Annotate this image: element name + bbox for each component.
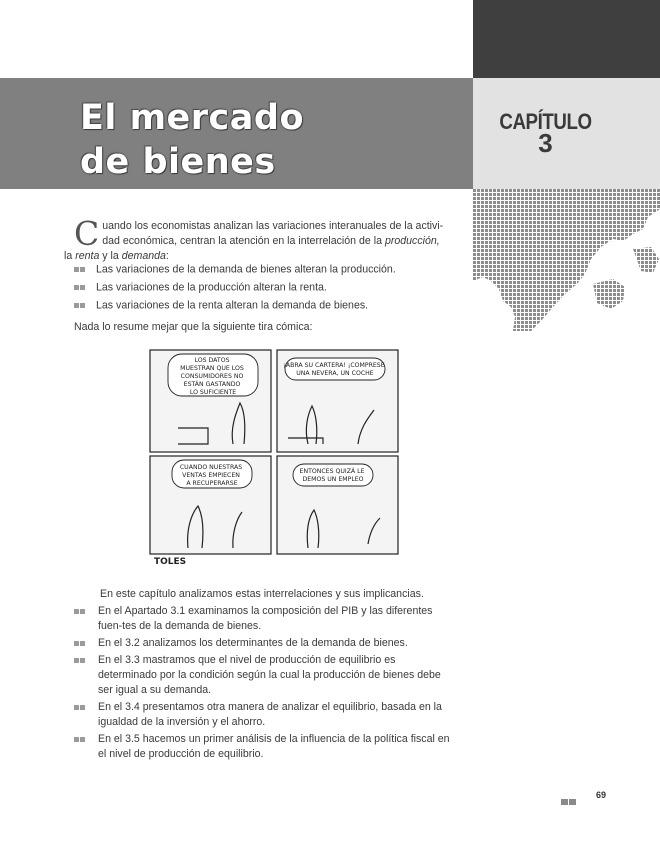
bullet-squares-icon [74, 298, 86, 313]
bullet-squares-icon [74, 280, 86, 295]
intro-paragraph: Cuando los economistas analizan las variaciones interanuales de la activi-dad económica, centran la atención en la interrelación de la producción, la renta y la demanda: [64, 214, 444, 262]
list-item: Las variaciones de la renta alteran la demanda de bienes. [74, 298, 454, 313]
bullet-squares-icon [74, 732, 86, 747]
drop-cap: C [74, 214, 100, 253]
comic-bubble-2: ¡ABRA SU CARTERA! ¡COMPRESE UNA NEVERA, UN COCHE [283, 362, 385, 377]
list-item: En el Apartado 3.1 examinamos la composición del PIB y las diferentes fuen-tes de la demanda de bienes. [74, 604, 454, 634]
bullet-squares-icon [74, 636, 86, 651]
chapter-overview-list [74, 604, 454, 764]
bullet-squares-icon [74, 604, 86, 619]
title-line-1: El mercado [80, 98, 305, 138]
world-map-graphic [473, 189, 660, 331]
list-item: En el 3.3 mastramos que el nivel de producción de equilibrio es determinado por la condición según la cual la producción de bienes debe ser igual a su demanda. [74, 653, 454, 698]
bullet-squares-icon [74, 653, 86, 668]
summary-line: Nada lo resume mejar que la siguiente tira cómica: [74, 321, 313, 333]
bullet-squares-icon [74, 700, 86, 715]
chapter-label: CAPÍTULO [499, 109, 592, 134]
page-number: 69 [596, 790, 607, 800]
chapter-title [80, 96, 304, 184]
bullet-squares-icon [74, 262, 86, 277]
comic-bubble-3: CUANDO NUESTRAS VENTAS EMPIECEN A RECUPERARSE [179, 464, 243, 487]
list-item: En el 3.4 presentamos otra manera de analizar el equilibrio, basada en la igualdad de la inversión y el ahorro. [74, 700, 454, 730]
comic-strip [148, 348, 403, 568]
chapter-intro-line: En este capítulo analizamos estas interrelaciones y sus implicancias. [100, 588, 424, 600]
comic-signature: TOLES [154, 557, 187, 567]
list-item: Las variaciones de la producción alteran la renta. [74, 280, 454, 295]
title-line-2: de bienes [80, 142, 276, 182]
continent-shape-3 [633, 247, 659, 273]
comic-bubble-1: LOS DATOS MUESTRAN QUE LOS CONSUMIDORES NO ESTÁN GASTANDO LO SUFICIENTE [180, 357, 244, 396]
chapter-number: 3 [538, 128, 553, 158]
top-right-block [473, 0, 660, 78]
list-item: En el 3.5 hacemos un primer análisis de la influencia de la política fiscal en el nivel de producción de equilibrio. [74, 732, 454, 762]
footer-squares-icon [561, 792, 577, 810]
comic-bubble-4: ENTONCES QUIZÁ LE DEMOS UN EMPLEO [299, 468, 365, 483]
continent-shape-2 [593, 279, 625, 309]
continent-shape [473, 189, 660, 331]
list-item: En el 3.2 analizamos los determinantes de la demanda de bienes. [74, 636, 454, 651]
list-item: Las variaciones de la demanda de bienes alteran la producción. [74, 262, 454, 277]
